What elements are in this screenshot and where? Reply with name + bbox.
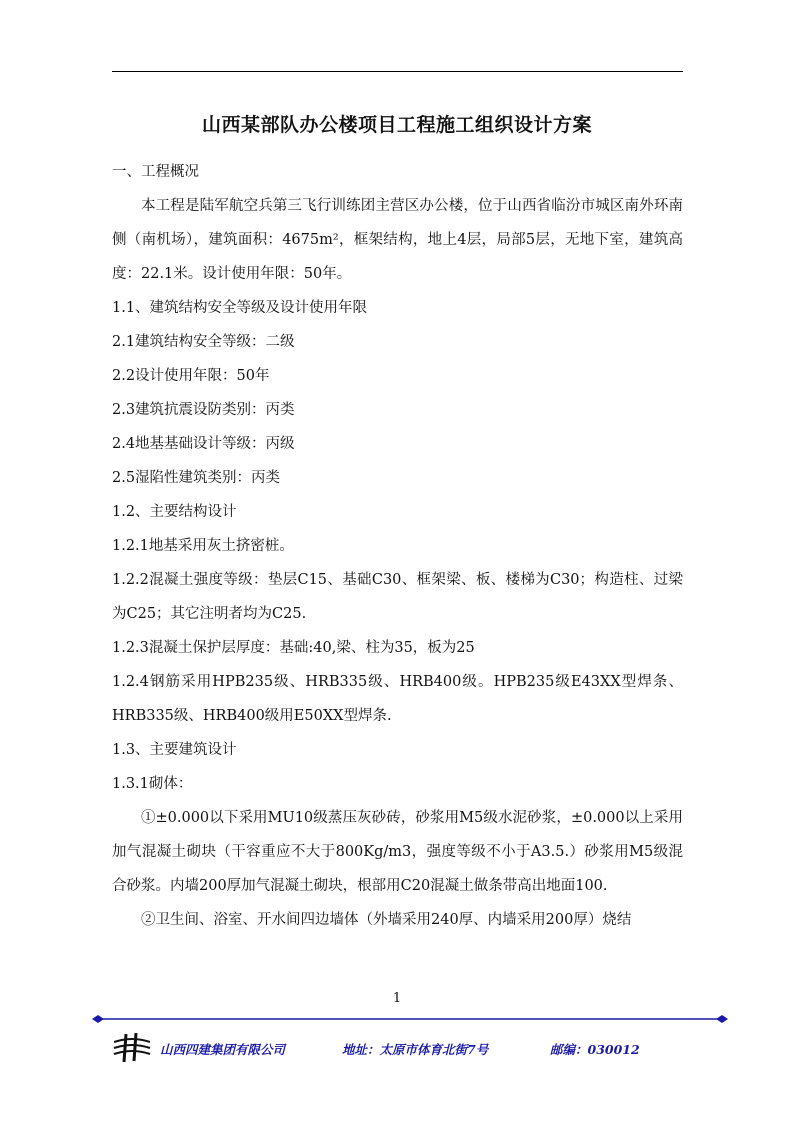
list-item: 2.2设计使用年限：50年 <box>112 368 270 384</box>
document-title: 山西某部队办公楼项目工程施工组织设计方案 <box>201 114 592 136</box>
footer-address: 地址：太原市体育北街7号 <box>342 1042 489 1057</box>
document-body <box>112 155 683 937</box>
subsection-heading: 1.1、建筑结构安全等级及设计使用年限 <box>112 300 368 316</box>
section-heading: 一、工程概况 <box>112 164 199 180</box>
subsection-heading: 1.3、主要建筑设计 <box>112 742 237 758</box>
paragraph: 本工程是陆军航空兵第三飞行训练团主营区办公楼，位于山西省临汾市城区南外环南侧（南机场），建筑面积：4675m²，框架结构，地上4层，局部5层，无地下室，建筑高度：22.1米。设计使用年限：50年。 <box>112 198 683 282</box>
list-item: 2.4地基基础设计等级：丙级 <box>112 436 295 452</box>
header-rule <box>112 71 683 72</box>
company-logo-icon <box>112 1030 152 1064</box>
paragraph: ➁卫生间、浴室、开水间四边墙体（外墙采用240厚、内墙采用200厚）烧结 <box>141 912 632 928</box>
page-number: 1 <box>392 991 402 1006</box>
list-item: 1.3.1砌体： <box>112 776 193 792</box>
footer-divider <box>92 1014 728 1024</box>
list-item: 1.2.4钢筋采用HPB235级、HRB335级、HRB400级。HPB235级E43XX型焊条、HRB335级、HRB400级用E50XX型焊条. <box>112 674 683 724</box>
subsection-heading: 1.2、主要结构设计 <box>112 504 237 520</box>
paragraph: ➀±0.000以下采用MU10级蒸压灰砂砖，砂浆用M5级水泥砂浆，±0.000以上采用加气混凝土砌块（干容重应不大于800Kg/m3，强度等级不小于A3.5.）砂浆用M5级混合砂浆。内墙200厚加气混凝土砌块，根部用C20混凝土做条带高出地面100. <box>112 810 683 894</box>
page-footer <box>112 1030 712 1066</box>
footer-postcode: 邮编：030012 <box>550 1042 640 1057</box>
list-item: 1.2.1地基采用灰土挤密桩。 <box>112 538 294 554</box>
list-item: 2.5湿陷性建筑类别：丙类 <box>112 470 281 486</box>
footer-company: 山西四建集团有限公司 <box>160 1042 286 1057</box>
list-item: 2.3建筑抗震设防类别：丙类 <box>112 402 295 418</box>
list-item: 2.1建筑结构安全等级：二级 <box>112 334 295 350</box>
list-item: 1.2.2混凝土强度等级：垫层C15、基础C30、框架梁、板、楼梯为C30；构造柱、过梁为C25；其它注明者均为C25. <box>112 572 683 622</box>
list-item: 1.2.3混凝土保护层厚度：基础:40,梁、柱为35，板为25 <box>112 640 475 656</box>
